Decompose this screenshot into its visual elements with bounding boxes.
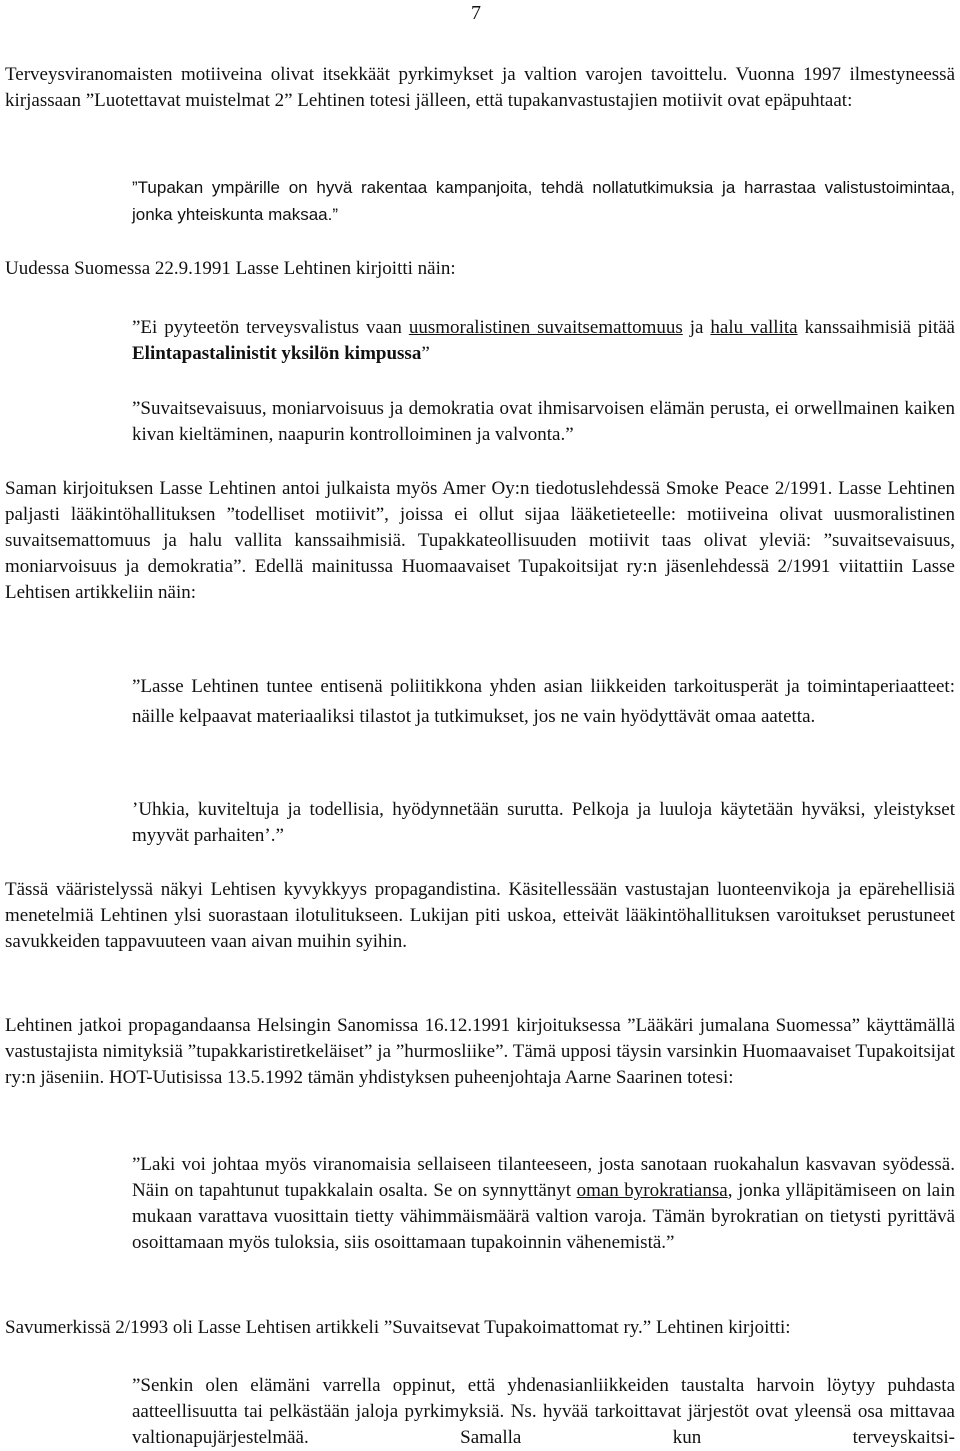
- quote-laki: [132, 1152, 955, 1256]
- quote-laki-underline: oman byrokratiansa: [576, 1180, 728, 1201]
- paragraph-helsingin-sanomat: Lehtinen jatkoi propagandaansa Helsingin Sanomissa 16.12.1991 kirjoituksessa ”Lääkäri jumalana Suomessa” käyttämällä vastustajista nimityksiä ”tupakkaristiretkeläiset” ja ”hurmosliike”. Tämä upposi täysin varsinkin Huomaavaiset Tupakoitsijat ry:n jäseniin. HOT-Uutisissa 13.5.1992 tämän yhdistyksen puheenjohtaja Aarne Saarinen totesi:: [5, 1015, 955, 1088]
- quote-pyyteeton-part3: kanssaihmisiä pitää: [797, 317, 955, 338]
- quote-senkin: ”Senkin olen elämäni varrella oppinut, että yhdenasianliikkeiden taustalta harvoin löytyy puhdasta aatteellisuutta tai pelkästään jaloja pyrkimyksiä. Ns. hyvää tarkoittavat järjestöt ovat yleensä osa mittavaa valtionapujärjestelmää. Samalla kun terveyskaitsi-: [132, 1375, 955, 1448]
- quote-pyyteeton-part1: ”Ei pyyteetön terveysvalistus vaan: [132, 317, 409, 338]
- quote-lehtinen-tuntee: ”Lasse Lehtinen tuntee entisenä poliitikkona yhden asian liikkeiden tarkoitusperät ja toimintaperiaatteet: näille kelpaavat materiaaliksi tilastot ja tutkimukset, jos ne vain hyödyttävät omaa aatetta.: [132, 676, 955, 727]
- paragraph-vaaristely: Tässä vääristelyssä näkyi Lehtisen kyvykkyys propagandistina. Käsitellessään vastustajan luonteenvikoja ja epärehellisiä menetelmiä Lehtinen ylsi suorastaan ilotulitukseen. Lukijan piti uskoa, etteivät lääkintöhallituksen varoitukset perustuneet savukkeiden tappavuuteen vaan aivan muihin syihin.: [5, 879, 955, 952]
- quote-laki-part1: ”Laki voi johtaa myös viranomaisia sellaiseen tilanteeseen, josta sanotaan ruokahalun kasvavan syödessä. Näin on tapahtunut tupakkalain osalta. Se on synnyttänyt: [132, 1154, 955, 1201]
- paragraph-smoke-peace: Saman kirjoituksen Lasse Lehtinen antoi julkaista myös Amer Oy:n tiedotuslehdessä Smoke Peace 2/1991. Lasse Lehtinen paljasti lääkintöhallituksen ”todelliset motiivit”, joissa ei ollut sijaa lääketieteelle: motiiveina olivat uusmoralistinen suvaitsemattomuus ja halu vallita kanssaihmisiä. Tupakkateollisuuden motiivit taas olivat yleviä: ”suvaitsevaisuus, moniarvoisuus ja demokratia”. Edellä mainitussa Huomaavaiset Tupakoitsijat ry:n jäsenlehdessä 2/1991 viitattiin Lasse Lehtisen artikkeliin näin:: [5, 478, 955, 603]
- quote-pyyteeton: [132, 315, 955, 367]
- quote-pyyteeton-underline1: uusmoralistinen suvaitsemattomuus: [408, 317, 683, 338]
- quote-pyyteeton-bold: Elintapastalinistit yksilön kimpussa: [132, 343, 422, 364]
- quote-pyyteeton-part2: ja: [682, 317, 711, 338]
- page-number: 7: [471, 2, 481, 24]
- paragraph-intro: Terveysviranomaisten motiiveina olivat itsekkäät pyrkimykset ja valtion varojen tavoittelu. Vuonna 1997 ilmestyneessä kirjassaan ”Luotettavat muistelmat 2” Lehtinen totesi jälleen, että tupakanvastustajien motiivit ovat epäpuhtaat:: [5, 64, 955, 111]
- paragraph-uusi-suomi: Uudessa Suomessa 22.9.1991 Lasse Lehtinen kirjoitti näin:: [5, 258, 456, 279]
- quote-pyyteeton-part4: ”: [421, 343, 430, 364]
- paragraph-savumerkki: Savumerkissä 2/1993 oli Lasse Lehtisen artikkeli ”Suvaitsevat Tupakoimattomat ry.” Lehtinen kirjoitti:: [5, 1317, 791, 1338]
- quote-pyyteeton-underline2: halu vallita: [710, 317, 798, 338]
- quote-tupakan: ”Tupakan ympärille on hyvä rakentaa kampanjoita, tehdä nollatutkimuksia ja harrastaa valistustoimintaa, jonka yhteiskunta maksaa.”: [132, 178, 955, 224]
- quote-uhkia: ’Uhkia, kuviteltuja ja todellisia, hyödynnetään surutta. Pelkoja ja luuloja käytetään hyväksi, yleistykset myyvät parhaiten’.”: [132, 799, 955, 846]
- quote-suvaitsevaisuus: ”Suvaitsevaisuus, moniarvoisuus ja demokratia ovat ihmisarvoisen elämän perusta, ei orwellmainen kaiken kivan kieltäminen, naapurin kontrolloiminen ja valvonta.”: [132, 398, 955, 445]
- quote-laki-part2: , jonka ylläpitämiseen on lain mukaan varattava vuosittain tietty vähimmäismäärä valtion varoja. Tämän byrokratian on tietysti pyrittävä osoittamaan myös tuloksia, siis osoittamaan tupakoinnin vähenemistä.”: [132, 1180, 955, 1253]
